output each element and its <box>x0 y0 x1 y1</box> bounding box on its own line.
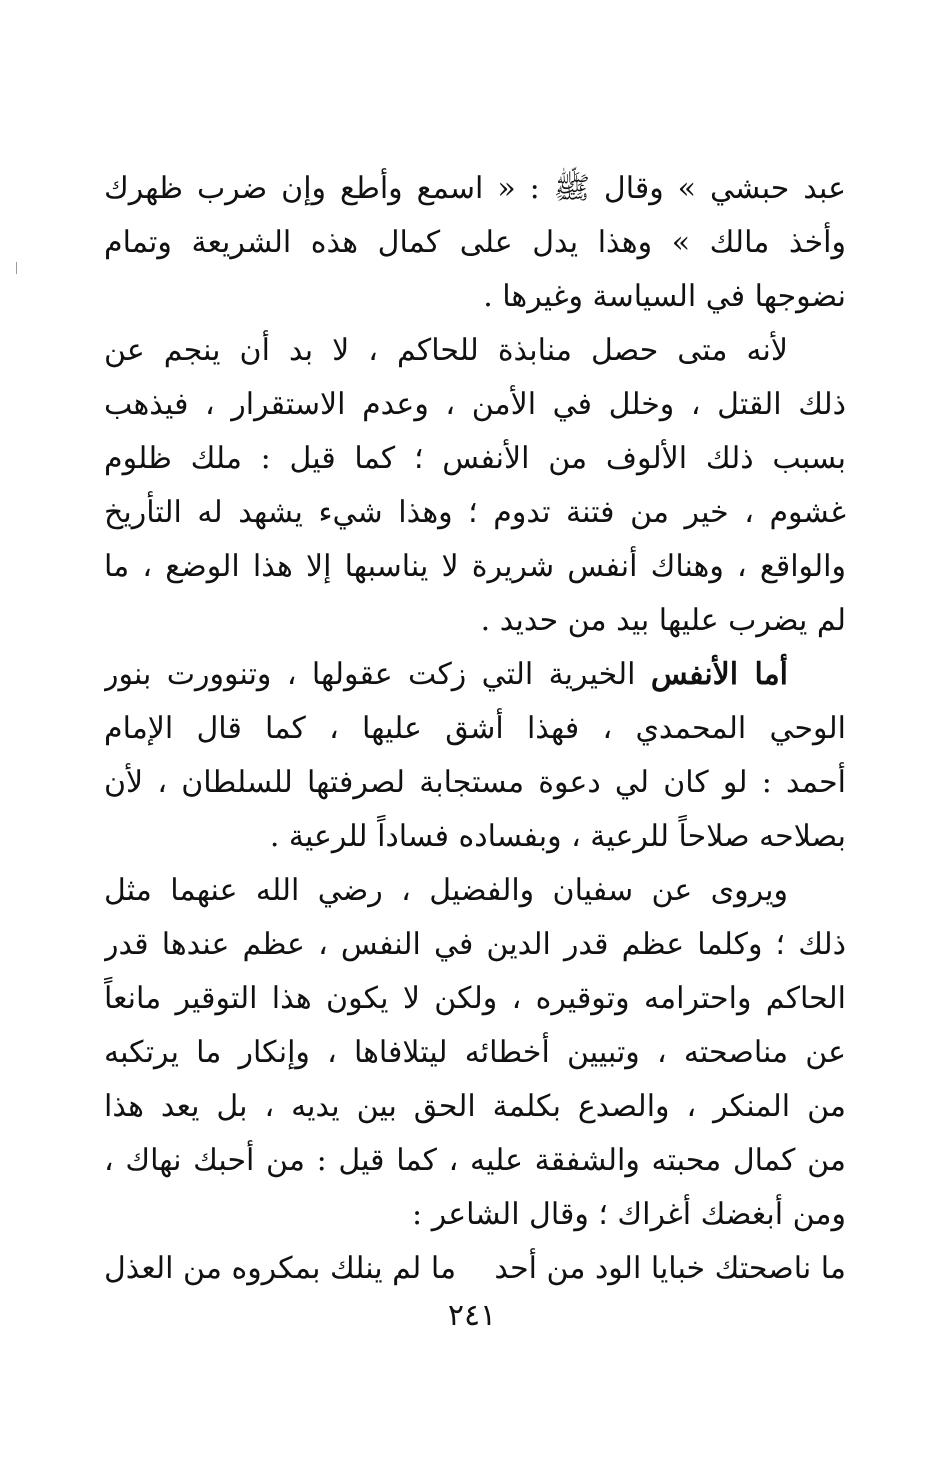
poetry-verse <box>104 1242 846 1296</box>
text-line: بسبب ذلك الألوف من الأنفس ؛ كما قيل : ملك ظلوم <box>104 441 846 476</box>
text-line: عبد حبشي » وقال ﷺ : « اسمع وأطع وإن ضرب ظهرك <box>104 171 846 206</box>
text-line: غشوم ، خير من فتنة تدوم ؛ وهذا شيء يشهد له التأريخ <box>104 495 846 530</box>
text-span: الخيرية التي زكت عقولها ، وتنوورت بنور <box>104 657 636 692</box>
bold-lead-phrase: أما الأنفس <box>650 657 788 692</box>
paragraph-first-line: ويروى عن سفيان والفضيل ، رضي الله عنهما مثل <box>104 873 788 908</box>
text-line: وأخذ مالك » وهذا يدل على كمال هذه الشريعة وتمام <box>104 225 846 260</box>
text-line: من المنكر ، والصدع بكلمة الحق بين يديه ، بل يعد هذا <box>104 1089 846 1124</box>
text-line: والواقع ، وهناك أنفس شريرة لا يناسبها إلا هذا الوضع ، ما <box>104 549 846 584</box>
text-line: عن مناصحته ، وتبيين أخطائه ليتلافاها ، وإنكار ما يرتكبه <box>104 1035 846 1070</box>
text-line: الوحي المحمدي ، فهذا أشق عليها ، كما قال الإمام <box>104 711 846 746</box>
verse-first-hemistich: ما ناصحتك خبايا الود من أحد <box>494 1251 846 1286</box>
body-text <box>104 162 846 1296</box>
text-line: ذلك القتل ، وخلل في الأمن ، وعدم الاستقرار ، فيذهب <box>104 387 846 422</box>
paragraph-first-line: لأنه متى حصل منابذة للحاكم ، لا بد أن ينجم عن <box>104 333 788 368</box>
text-line: لم يضرب عليها بيد من حديد . <box>480 603 846 638</box>
text-line: من كمال محبته والشفقة عليه ، كما قيل : من أحبك نهاك ، <box>104 1143 846 1178</box>
text-line: ومن أبغضك أغراك ؛ وقال الشاعر : <box>412 1197 846 1232</box>
scan-edge-mark <box>16 262 17 274</box>
text-line: بصلاحه صلاحاً للرعية ، وبفساده فساداً للرعية . <box>269 819 846 854</box>
text-line: أحمد : لو كان لي دعوة مستجابة لصرفتها للسلطان ، لأن <box>104 765 846 800</box>
paragraph-first-line <box>104 648 846 702</box>
text-line: ذلك ؛ وكلما عظم قدر الدين في النفس ، عظم عندها قدر <box>104 927 846 962</box>
text-line: نضوجها في السياسة وغيرها . <box>483 279 846 314</box>
page-number: ٢٤١ <box>447 1298 497 1333</box>
text-line: الحاكم واحترامه وتوقيره ، ولكن لا يكون هذا التوقير مانعاً <box>104 981 846 1016</box>
verse-second-hemistich: ما لم ينلك بمكروه من العذل <box>104 1251 457 1286</box>
